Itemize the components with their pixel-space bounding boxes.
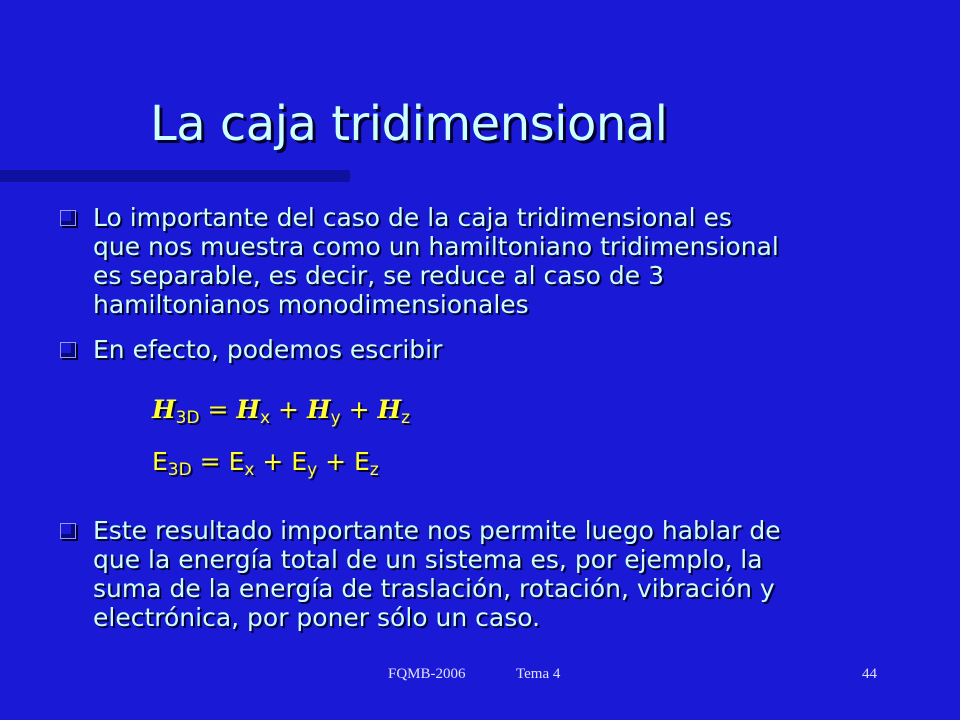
bullet-line: hamiltonianos monodimensionales (93, 290, 529, 319)
slide-title: La caja tridimensional (150, 96, 668, 152)
bullet-line: es separable, es decir, se reduce al caso de 3 (93, 261, 664, 290)
plus-sign: + (278, 395, 299, 424)
hamiltonian-equation (152, 395, 411, 428)
energy-symbol: E (228, 447, 245, 476)
title-underline-bar (0, 170, 350, 182)
subscript: z (369, 460, 379, 480)
subscript: 3D (175, 408, 200, 428)
hamiltonian-symbol: H (306, 395, 331, 424)
energy-symbol: E (354, 447, 370, 476)
hamiltonian-symbol: H (377, 395, 402, 424)
footer-topic: Tema 4 (516, 666, 561, 682)
footer-course: FQMB-2006 (388, 666, 466, 682)
energy-symbol: E (291, 447, 308, 476)
bullet-item (60, 203, 779, 319)
footer-page-number: 44 (862, 666, 877, 682)
subscript: y (330, 408, 341, 428)
plus-sign: + (348, 395, 370, 424)
equals-sign: = (199, 447, 221, 476)
subscript: 3D (167, 460, 192, 480)
bullet-line: En efecto, podemos escribir (93, 335, 443, 364)
bullet-text (93, 335, 442, 364)
bullet-square-icon (60, 210, 76, 226)
bullet-line: Este resultado importante nos permite luego hablar de (93, 516, 781, 545)
bullet-line: Lo importante del caso de la caja tridimensional es (93, 203, 732, 232)
energy-equation (152, 447, 379, 480)
bullet-text (93, 516, 781, 632)
bullet-line: que la energía total de un sistema es, por ejemplo, la (93, 545, 763, 574)
subscript: x (244, 460, 255, 480)
subscript: y (307, 460, 318, 480)
bullet-item (60, 516, 781, 632)
subscript: z (401, 408, 411, 428)
hamiltonian-symbol: H (152, 395, 176, 424)
bullet-item (60, 335, 442, 364)
bullet-line: electrónica, por poner sólo un caso. (93, 603, 541, 632)
plus-sign: + (262, 447, 284, 476)
bullet-text (93, 203, 779, 319)
plus-sign: + (325, 447, 347, 476)
energy-symbol: E (152, 447, 168, 476)
bullet-line: suma de la energía de traslación, rotación, vibración y (93, 574, 775, 603)
bullet-square-icon (60, 342, 76, 358)
subscript: x (260, 408, 271, 428)
equals-sign: = (207, 395, 229, 424)
bullet-square-icon (60, 523, 76, 539)
hamiltonian-symbol: H (236, 395, 261, 424)
bullet-line: que nos muestra como un hamiltoniano tridimensional (93, 232, 779, 261)
